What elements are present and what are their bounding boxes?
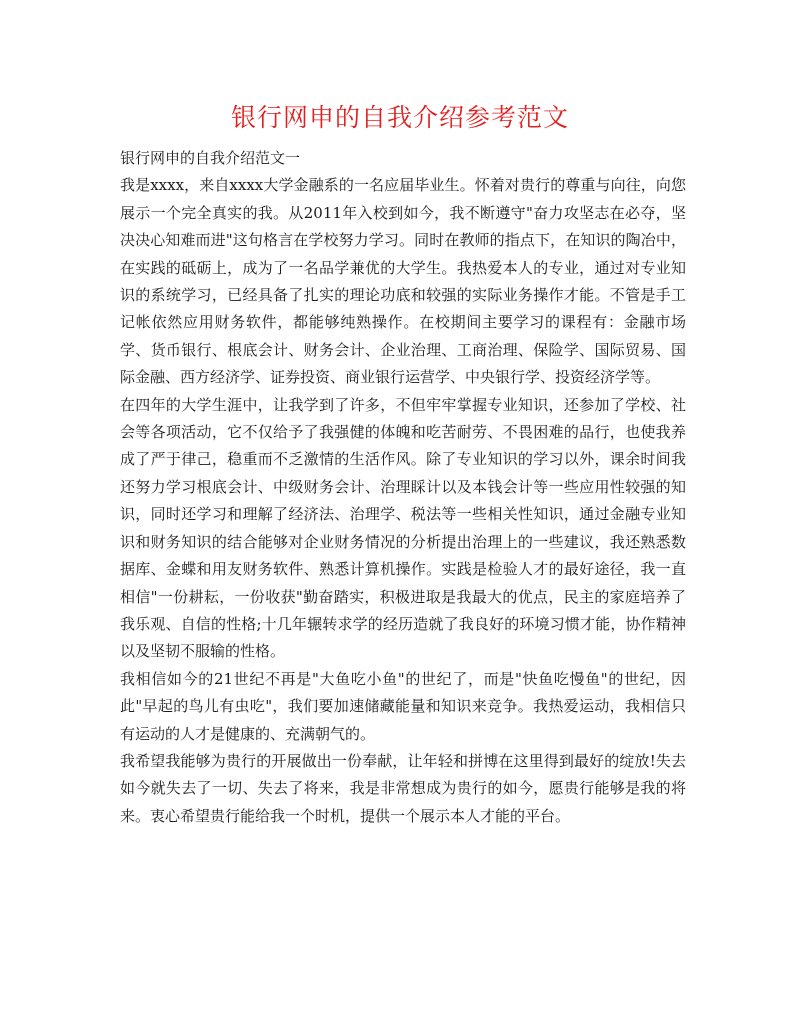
paragraph-2: 在四年的大学生涯中，让我学到了许多，不但牢牢掌握专业知识，还参加了学校、社会等各项活动，它不仅给予了我强健的体魄和吃苦耐劳、不畏困难的品行，也使我养成了严于律己，稳重而不乏激情的生活作风。除了专业知识的学习以外，课余时间我还努力学习根底会计、中级财务会计、治理睬计以及本钱会计等一些应用性较强的知识，同时还学习和理解了经济法、治理学、税法等一些相关性知识，通过金融专业知识和财务知识的结合能够对企业财务情况的分析提出治理上的一些建议，我还熟悉数据库、金蝶和用友财务软件、熟悉计算机操作。实践是检验人才的最好途径，我一直相信"一份耕耘，一份收获"勤奋踏实，积极进取是我最大的优点，民主的家庭培养了我乐观、自信的性格;十几年辗转求学的经历造就了我良好的环境习惯才能，协作精神以及坚韧不服输的性格。 [120, 395, 686, 661]
paragraph-3: 我相信如今的21世纪不再是"大鱼吃小鱼"的世纪了，而是"快鱼吃慢鱼"的世纪，因此"早起的鸟儿有虫吃"，我们要加速储藏能量和知识来竞争。我热爱运动，我相信只有运动的人才是健康的、充满朝气的。 [120, 669, 686, 743]
paragraph-1: 我是xxxx，来自xxxx大学金融系的一名应届毕业生。怀着对贵行的尊重与向往，向您展示一个完全真实的我。从2011年入校到如今，我不断遵守"奋力攻坚志在必夺，坚决决心知难而进"这句格言在学校努力学习。同时在教师的指点下，在知识的陶冶中，在实践的砥砺上，成为了一名品学兼优的大学生。我热爱本人的专业，通过对专业知识的系统学习，已经具备了扎实的理论功底和较强的实际业务操作才能。不管是手工记帐依然应用财务软件，都能够纯熟操作。在校期间主要学习的课程有：金融市场学、货币银行、根底会计、财务会计、企业治理、工商治理、保险学、国际贸易、国际金融、西方经济学、证券投资、商业银行运营学、中央银行学、投资经济学等。 [120, 176, 686, 387]
document-body [120, 145, 686, 830]
document-title: 银行网申的自我介绍参考范文 [230, 103, 569, 132]
paragraph-4: 我希望我能够为贵行的开展做出一份奉献，让年轻和拼博在这里得到最好的绽放!失去如今就失去了一切、失去了将来，我是非常想成为贵行的如今，愿贵行能够是我的将来。衷心希望贵行能给我一个时机，提供一个展示本人才能的平台。 [120, 751, 686, 825]
section-heading: 银行网申的自我介绍范文一 [120, 149, 301, 167]
